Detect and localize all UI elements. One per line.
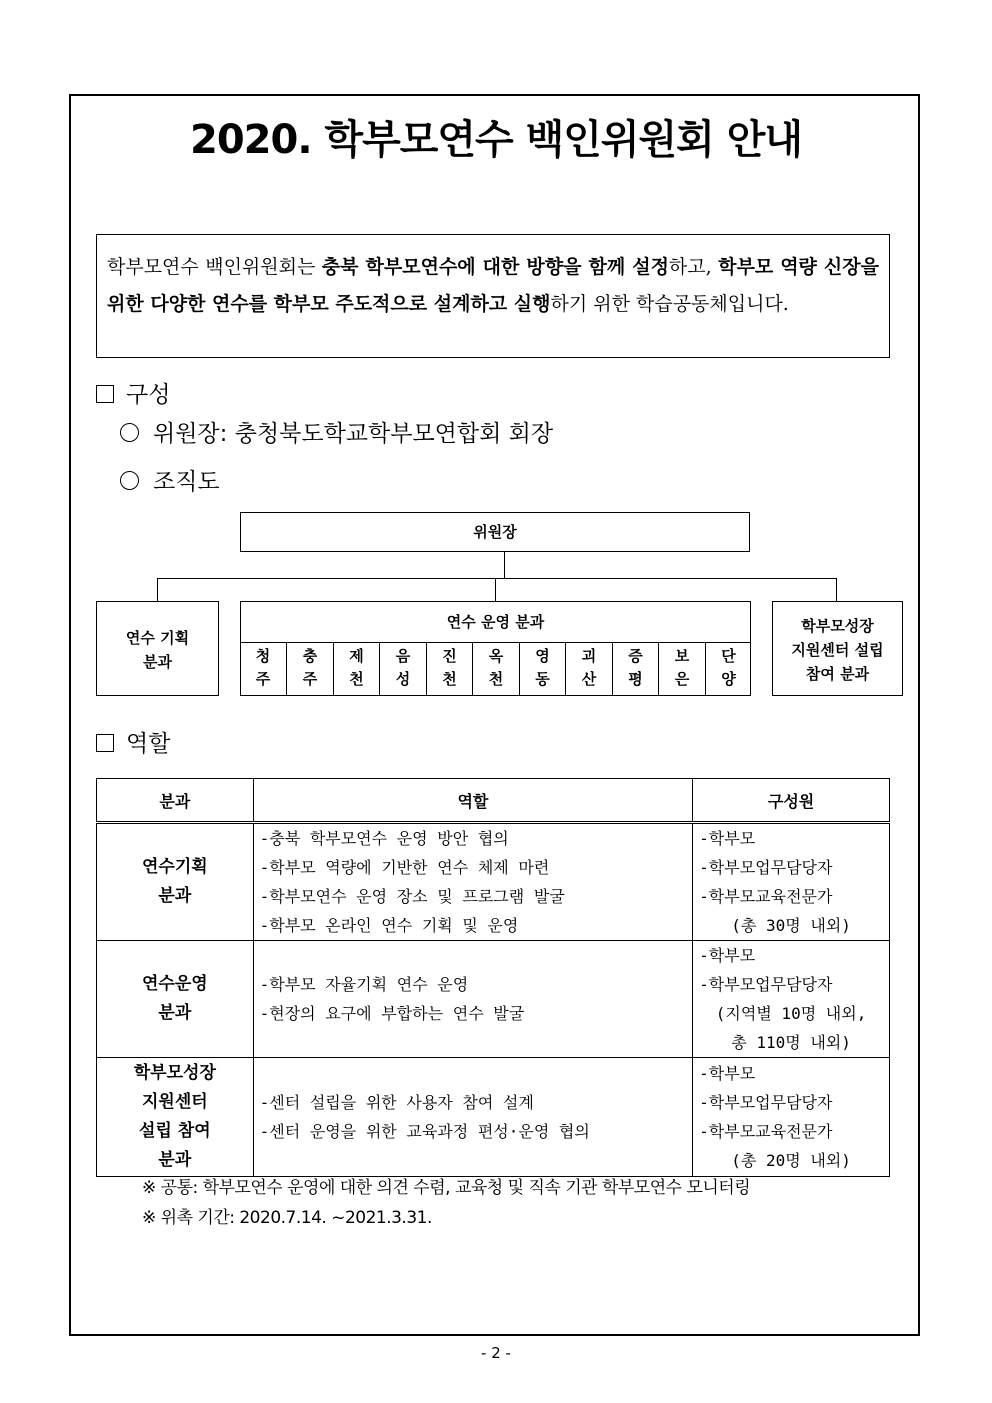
- section-roles-heading: [96, 730, 170, 758]
- chairman-text: 위원장: 충청북도학교학부모연합회 회장: [153, 421, 554, 447]
- org-region-top: 충: [302, 647, 318, 665]
- org-planning-line2: 분과: [143, 653, 172, 671]
- table-cell-line: 지원센터: [141, 1092, 208, 1112]
- intro-text-1: 학부모연수 백인위원회는: [107, 256, 322, 278]
- circle-bullet-icon: [120, 423, 139, 442]
- org-chart-item: [120, 468, 220, 496]
- org-operation-label: 연수 운영 분과: [241, 602, 750, 643]
- table-cell-line: (총 20명 내외): [731, 1151, 851, 1170]
- table-header-row: [97, 779, 890, 823]
- table-cell-line: -학부모: [699, 829, 756, 848]
- org-region-cell: [519, 642, 565, 696]
- org-region-bottom: 천: [488, 670, 504, 688]
- org-region-top: 제: [349, 647, 364, 665]
- table-cell-line: -학부모교육전문가: [699, 1122, 833, 1141]
- note-period: ※ 위촉 기간: 2020.7.14. ~2021.3.31.: [142, 1208, 432, 1228]
- section-composition-label: 구성: [126, 382, 171, 408]
- org-region-cell: [658, 642, 705, 696]
- roles-table: [96, 778, 890, 1177]
- intro-bold-1: 충북 학부모연수에 대한 방향을 함께 설정: [321, 256, 669, 278]
- org-planning-box: [96, 601, 219, 696]
- table-cell-line: -현장의 요구에 부합하는 연수 발굴: [259, 1004, 525, 1023]
- table-cell-roles: [253, 941, 693, 1058]
- table-cell-line: 총 110명 내외): [731, 1033, 851, 1052]
- org-region-cell: [426, 642, 472, 696]
- org-region-bottom: 주: [255, 670, 271, 688]
- org-region-bottom: 은: [674, 670, 690, 688]
- table-cell-line: -센터 운영을 위한 교육과정 편성·운영 협의: [259, 1122, 590, 1141]
- table-cell-line: 연수운영: [141, 974, 208, 994]
- table-cell-members: [693, 823, 890, 941]
- org-region-top: 영: [535, 647, 550, 665]
- table-cell-line: -학부모업무담당자: [699, 1093, 833, 1112]
- org-center-line2: 지원센터 설립: [791, 641, 884, 659]
- table-body: [97, 823, 890, 1177]
- org-region-cell: [240, 642, 286, 696]
- org-planning-line1: 연수 기획: [125, 629, 190, 647]
- note-common: ※ 공통: 학부모연수 운영에 대한 의견 수렴, 교육청 및 직속 기관 학부모연수 모니터링: [142, 1178, 751, 1198]
- org-chairman-box: [240, 512, 750, 552]
- org-connector-left: [157, 578, 158, 601]
- org-region-top: 보: [674, 647, 690, 665]
- table-cell-line: -충북 학부모연수 운영 방안 협의: [259, 829, 509, 848]
- org-region-bottom: 동: [535, 670, 550, 688]
- table-cell-line: -학부모 자율기획 연수 운영: [259, 975, 469, 994]
- table-cell-line: -학부모: [699, 1064, 756, 1083]
- org-region-bottom: 성: [395, 670, 411, 688]
- table-cell-line: -학부모 역량에 기반한 연수 체제 마련: [259, 858, 550, 877]
- table-row: [97, 823, 890, 941]
- header-dept: 분과: [97, 779, 254, 823]
- table-cell-line: -학부모업무담당자: [699, 858, 833, 877]
- org-region-bottom: 천: [442, 670, 457, 688]
- org-region-bottom: 주: [302, 670, 318, 688]
- table-row: [97, 1058, 890, 1177]
- org-connector-vertical: [504, 552, 505, 578]
- intro-bold-2: 학부모 역량 신장을 위한 다양한 연수를 학부모 주도적으로 설계하고 실행: [107, 256, 879, 315]
- org-region-top: 청: [255, 647, 271, 665]
- org-region-bottom: 천: [349, 670, 364, 688]
- table-cell-line: 학부모성장: [133, 1063, 216, 1083]
- org-chart-text: 조직도: [153, 469, 220, 495]
- intro-text-2: 하고,: [668, 256, 719, 278]
- table-cell-line: 분과: [158, 1150, 192, 1170]
- org-center-box: [772, 601, 903, 696]
- org-region-cell: [612, 642, 658, 696]
- org-center-line1: 학부모성장: [801, 617, 874, 635]
- org-region-cell: [379, 642, 426, 696]
- table-cell-roles: [253, 1058, 693, 1177]
- table-cell-line: (총 30명 내외): [731, 916, 851, 935]
- table-cell-line: -학부모 온라인 연수 기획 및 운영: [259, 916, 519, 935]
- table-cell-line: -학부모교육전문가: [699, 887, 833, 906]
- header-members: 구성원: [693, 779, 890, 823]
- org-region-cell: [565, 642, 612, 696]
- table-cell-line: 분과: [158, 886, 192, 906]
- org-center-line3: 참여 분과: [805, 665, 870, 683]
- org-chairman-label: 위원장: [473, 523, 517, 541]
- org-region-top: 음: [395, 647, 411, 665]
- table-cell-line: 설립 참여: [139, 1121, 211, 1141]
- table-cell-dept: [97, 1058, 254, 1177]
- org-connector-right: [836, 578, 837, 601]
- org-region-top: 괴: [581, 647, 597, 665]
- org-region-top: 증: [628, 647, 643, 665]
- org-region-cell: [286, 642, 333, 696]
- org-region-bottom: 평: [628, 670, 643, 688]
- table-cell-line: -학부모업무담당자: [699, 975, 833, 994]
- table-row: [97, 941, 890, 1058]
- org-region-cell: [705, 642, 751, 696]
- table-cell-roles: [253, 823, 693, 941]
- org-region-cell: [472, 642, 519, 696]
- org-connector-middle: [495, 578, 496, 601]
- org-region-bottom: 산: [581, 670, 597, 688]
- org-region-top: 단: [721, 647, 736, 665]
- intro-text-3: 하기 위한 학습공동체입니다.: [550, 293, 789, 315]
- page-title: 2020. 학부모연수 백인위원회 안내: [190, 117, 802, 163]
- org-region-bottom: 양: [721, 670, 736, 688]
- square-bullet-icon: [96, 385, 114, 403]
- circle-bullet-icon: [120, 471, 139, 490]
- org-connector-horizontal: [157, 578, 837, 579]
- org-region-top: 진: [442, 647, 457, 665]
- section-composition-heading: [96, 381, 170, 409]
- table-cell-line: (지역별 10명 내외,: [715, 1004, 867, 1023]
- table-cell-line: 분과: [158, 1003, 192, 1023]
- table-cell-line: -학부모연수 운영 장소 및 프로그램 발굴: [259, 887, 565, 906]
- page-number: - 2 -: [481, 1344, 511, 1362]
- table-cell-line: -학부모: [699, 946, 756, 965]
- table-cell-dept: [97, 941, 254, 1058]
- section-roles-label: 역할: [126, 731, 171, 757]
- table-cell-members: [693, 941, 890, 1058]
- org-region-top: 옥: [488, 647, 504, 665]
- table-cell-line: 연수기획: [141, 857, 208, 877]
- intro-box: [96, 234, 890, 358]
- square-bullet-icon: [96, 734, 114, 752]
- header-role: 역할: [253, 779, 693, 823]
- table-cell-members: [693, 1058, 890, 1177]
- org-region-cell: [333, 642, 379, 696]
- table-cell-line: -센터 설립을 위한 사용자 참여 설계: [259, 1093, 534, 1112]
- table-cell-dept: [97, 823, 254, 941]
- chairman-item: [120, 420, 553, 448]
